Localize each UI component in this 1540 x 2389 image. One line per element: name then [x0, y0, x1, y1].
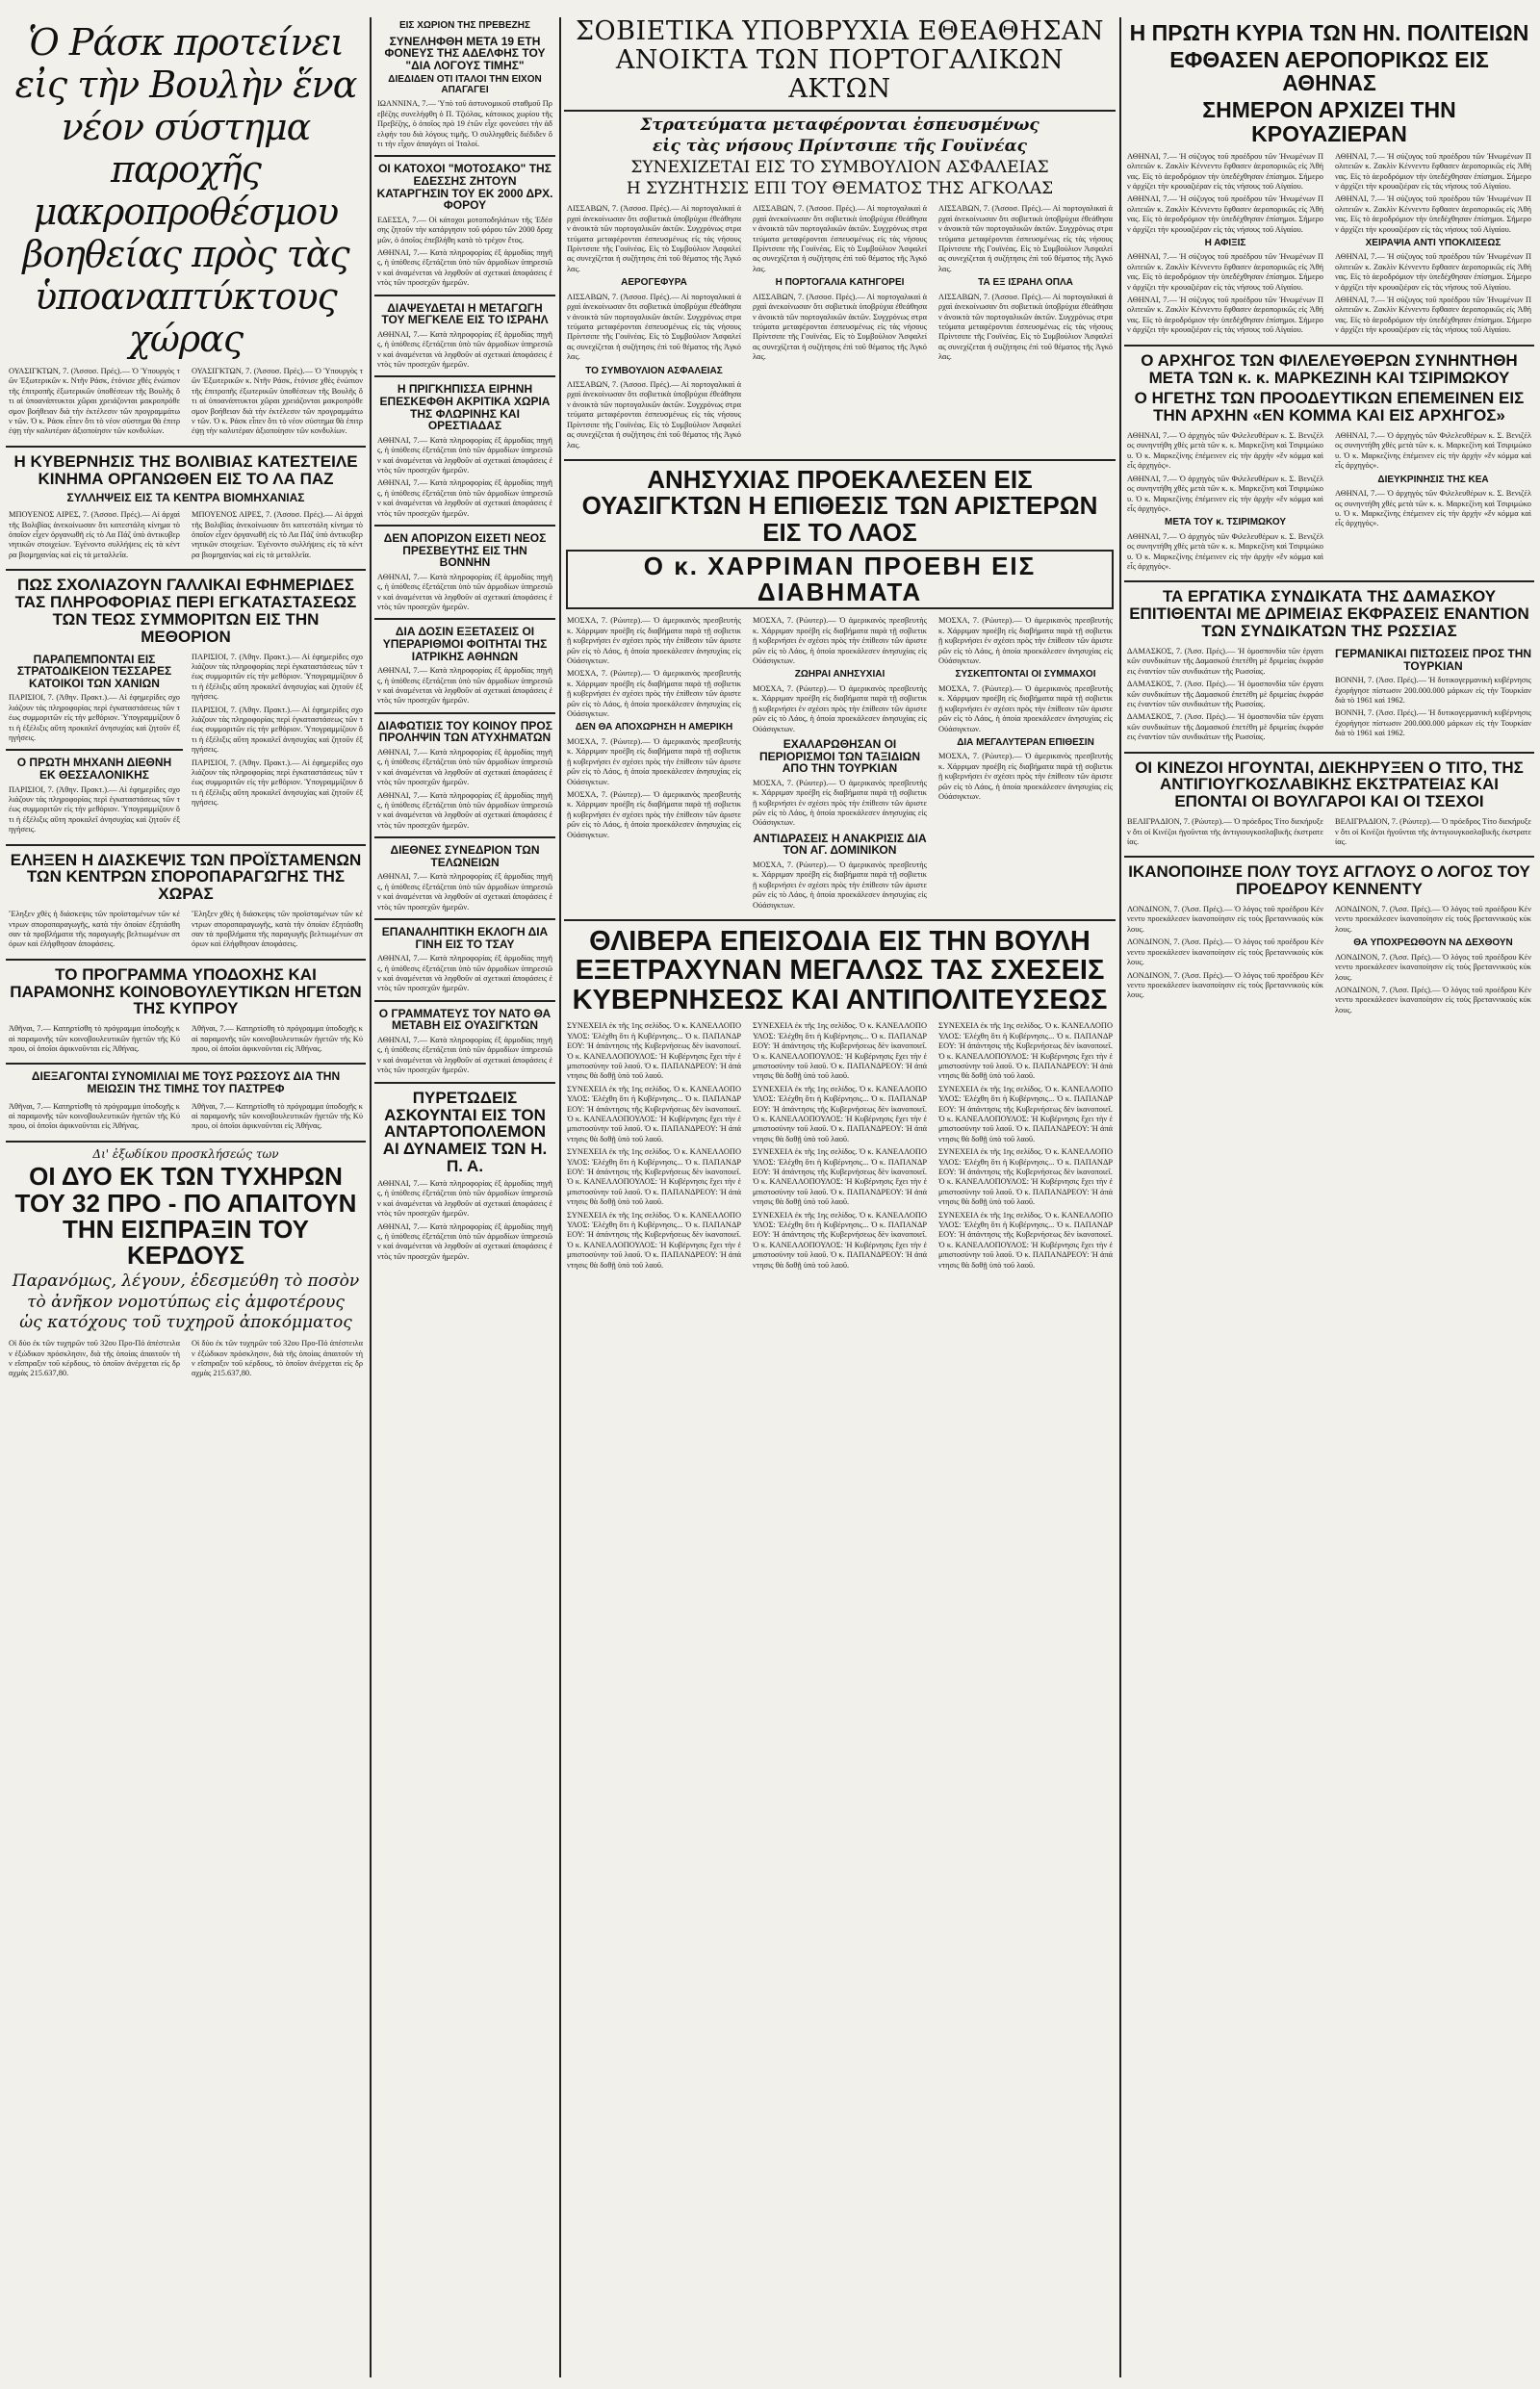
headline-first-lady: ΕΦΘΑΣΕΝ ΑΕΡΟΠΟΡΙΚΩΣ ΕΙΣ ΑΘΗΝΑΣ: [1169, 47, 1489, 96]
kicker-preveza: ΕΙΣ ΧΩΡΙΟΝ ΤΗΣ ΠΡΕΒΕΖΗΣ: [398, 20, 531, 31]
subheadline-bolivia: ΣΥΛΛΗΨΕΙΣ ΕΙΣ ΤΑ ΚΕΝΤΡΑ ΒΙΟΜΗΧΑΝΙΑΣ: [66, 490, 305, 504]
article-body: ΕΔΕΣΣΑ, 7.— Οἱ κάτοχοι μοτοποδηλάτων τῆς Ἐδέσσης ζητοῦν τὴν κατάργησιν τοῦ φόρου τῶν 2000 δραχμῶν, ὁ ὁποῖος ἐπεβλήθη κατὰ τὸ τρέχον ἔτος.: [377, 215, 552, 244]
banner-harriman: Ο κ. ΧΑΡΡΙΜΑΝ ΠΡΟΕΒΗ ΕΙΣ ΔΙΑΒΗΜΑΤΑ: [566, 550, 1114, 610]
article-body: ΛΟΝΔΙΝΟΝ, 7. (Ἀσσ. Πρές).— Ὁ λόγος τοῦ προέδρου Κέννεντυ προεκάλεσεν ἱκανοποίησιν εἰς τοὺς βρεταννικοὺς κύκλους.: [1335, 986, 1531, 1015]
article-body: ΛΙΣΣΑΒΩΝ, 7. (Ἀσσοσ. Πρές).— Αἱ πορτογαλικαὶ ἀρχαὶ ἀνεκοίνωσαν ὅτι σοβιετικὰ ὑποβρύχια ἐθεάθησαν ἀνοικτὰ τῶν πορτογαλικῶν ἀκτῶν. Συγχρόνως στρατεύματα μεταφέρονται ἐσπευσμένως εἰς τὰς νήσους Πρίντσιπε τῆς Γουϊνέας. Εἰς τὸ Συμβούλιον Ἀσφαλείας συνεχίζεται ἡ συζήτησις ἐπὶ τοῦ θέματος τῆς Ἀγκόλας.: [938, 204, 1113, 273]
section-label: ΤΑ ΕΞ ΙΣΡΑΗΛ ΟΠΛΑ: [978, 277, 1073, 289]
headline-credits: ΓΕΡΜΑΝΙΚΑΙ ΠΙΣΤΩΣΕΙΣ ΠΡΟΣ ΤΗΝ ΤΟΥΡΚΙΑΝ: [1334, 646, 1532, 673]
article-body: ΠΑΡΙΣΙΟΙ, 7. (Ἀθην. Πρακτ.).— Αἱ ἐφημερίδες σχολιάζουν τὰς πληροφορίας περὶ ἐγκαταστάσεως τῶν τέως συμμοριτῶν εἰς τὴν μεθόριον. Ὑπογραμμίζουν ὅτι ἡ ἐξέλιξις αὕτη προκαλεῖ ἀνησυχίας καὶ ζητοῦν ἐξηγήσεις.: [192, 758, 363, 808]
article-body: ΜΟΣΧΑ, 7. (Ρώυτερ).— Ὁ ἀμερικανὸς πρεσβευτὴς κ. Χάρριμαν προέβη εἰς διαβήματα παρὰ τῇ σοβιετικῇ κυβερνήσει ἐν σχέσει πρὸς τὴν ἐπίθεσιν τῶν ἀριστερῶν εἰς τὸ Λάος, ἡ ὁποία προεκάλεσεν ἀνησυχίας εἰς Οὐάσιγκτων.: [938, 616, 1113, 666]
section-label: Η ΑΦΙΞΙΣ: [1204, 237, 1246, 248]
section-label: ΣΥΣΚΕΠΤΟΝΤΑΙ ΟΙ ΣΥΜΜΑΧΟΙ: [955, 669, 1096, 681]
deck-lottery: ὡς κατόχους τοῦ τυχηροῦ ἀποκόμματος: [19, 1313, 352, 1333]
article-body: ΑΘΗΝΑΙ, 7.— Κατὰ πληροφορίας ἐξ ἁρμοδίας πηγῆς, ἡ ὑπόθεσις ἐξετάζεται ὑπὸ τῶν ἁρμοδίων ὑπηρεσιῶν καὶ ἀναμένεται νὰ ληφθοῦν αἱ σχετικαὶ ἀποφάσεις ἐντὸς τῶν προσεχῶν ἡμερῶν.: [377, 666, 552, 706]
article-body: ΜΟΣΧΑ, 7. (Ρώυτερ).— Ὁ ἀμερικανὸς πρεσβευτὴς κ. Χάρριμαν προέβη εἰς διαβήματα παρὰ τῇ σοβιετικῇ κυβερνήσει ἐν σχέσει πρὸς τὴν ἐπίθεσιν τῶν ἀριστερῶν εἰς τὸ Λάος, ἡ ὁποία προεκάλεσεν ἀνησυχίας εἰς Οὐάσιγκτων.: [753, 616, 927, 666]
article-body: ΜΠΟΥΕΝΟΣ ΑΙΡΕΣ, 7. (Ἀσσοσ. Πρές).— Αἱ ἀρχαὶ τῆς Βολιβίας ἀνεκοίνωσαν ὅτι κατεστάλη κίνημα τὸ ὁποῖον εἶχεν ὀργανωθῆ εἰς τὸ Λα Πάζ ὑπὸ ἀντικυβερνητικῶν στοιχείων. Ἐγένοντο συλλήψεις εἰς τὰ κέντρα βιομηχανίας καὶ εἰς τὰ μεταλλεῖα.: [9, 510, 180, 559]
article-body: ΑΘΗΝΑΙ, 7.— Κατὰ πληροφορίας ἐξ ἁρμοδίας πηγῆς, ἡ ὑπόθεσις ἐξετάζεται ὑπὸ τῶν ἁρμοδίων ὑπηρεσιῶν καὶ ἀναμένεται νὰ ληφθοῦν αἱ σχετικαὶ ἀποφάσεις ἐντὸς τῶν προσεχῶν ἡμερῶν.: [377, 435, 552, 475]
deck-troops: εἰς τὰς νήσους Πρίντσιπε τῆς Γουϊνέας: [652, 136, 1028, 156]
article-body: ΑΘΗΝΑΙ, 7.— Ὁ ἀρχηγὸς τῶν Φιλελευθέρων κ. Σ. Βενιζέλος συνηντήθη χθὲς μετὰ τῶν κ. κ. Μαρκεζίνη καὶ Τσιριμώκου. Ὁ κ. Μαρκεζίνης ἐπέμεινεν εἰς τὴν ἀρχὴν «ἓν κόμμα καὶ εἷς ἀρχηγός».: [1335, 489, 1531, 528]
headline-guerrilla: ΠΥΡΕΤΩΔΕΙΣ ΑΣΚΟΥΝΤΑΙ ΕΙΣ ΤΟΝ ΑΝΤΑΡΤΟΠΟΛΕΜΟΝ ΑΙ ΔΥΝΑΜΕΙΣ ΤΩΝ Η. Π. Α.: [382, 1088, 548, 1176]
headline-exams: ΔΙΑ ΔΟΣΙΝ ΕΞΕΤΑΣΕΙΣ ΟΙ ΥΠΕΡΑΡΙΘΜΟΙ ΦΟΙΤΗΤΑΙ ΤΗΣ ΙΑΤΡΙΚΗΣ ΑΘΗΝΩΝ: [382, 625, 548, 663]
section-label: ΑΕΡΟΓΕΦΥΡΑ: [621, 277, 687, 289]
article-body: ΛΙΣΣΑΒΩΝ, 7. (Ἀσσοσ. Πρές).— Αἱ πορτογαλικαὶ ἀρχαὶ ἀνεκοίνωσαν ὅτι σοβιετικὰ ὑποβρύχια ἐθεάθησαν ἀνοικτὰ τῶν πορτογαλικῶν ἀκτῶν. Συγχρόνως στρατεύματα μεταφέρονται ἐσπευσμένως εἰς τὰς νήσους Πρίντσιπε τῆς Γουϊνέας. Εἰς τὸ Συμβούλιον Ἀσφαλείας συνεχίζεται ἡ συζήτησις ἐπὶ τοῦ θέματος τῆς Ἀγκόλας.: [753, 204, 927, 273]
article-body: ΑΘΗΝΑΙ, 7.— Ἡ σύζυγος τοῦ προέδρου τῶν Ἡνωμένων Πολιτειῶν κ. Ζακλὶν Κέννεντυ ἔφθασεν ἀεροπορικῶς εἰς Ἀθήνας. Εἰς τὸ ἀεροδρόμιον τὴν ὑπεδέχθησαν ἐπίσημοι. Σήμερον ἀρχίζει τὴν κρουαζιέραν εἰς τὰς νήσους τοῦ Αἰγαίου.: [1335, 252, 1531, 292]
article-body: ΙΩΑΝΝΙΝΑ, 7.— Ὑπὸ τοῦ ἀστυνομικοῦ σταθμοῦ Πρεβέζης συνελήφθη ὁ Π. Τζιόλας, κάτοικος χωρίου τῆς Πρεβέζης, ὁ ὁποῖος πρὸ 19 ἐτῶν εἶχε φονεύσει τὴν ἀδελφήν του διὰ λόγους τιμῆς. Ὁ συλληφθεὶς διέδιδεν ὅτι τὴν εἶχον ἀπαγάγει οἱ Ἰταλοί.: [377, 99, 552, 148]
article-body: ΠΑΡΙΣΙΟΙ, 7. (Ἀθην. Πρακτ.).— Αἱ ἐφημερίδες σχολιάζουν τὰς πληροφορίας περὶ ἐγκαταστάσεως τῶν τέως συμμοριτῶν εἰς τὴν μεθόριον. Ὑπογραμμίζουν ὅτι ἡ ἐξέλιξις αὕτη προκαλεῖ ἀνησυχίας καὶ ζητοῦν ἐξηγήσεις.: [9, 784, 180, 835]
article-body: ΣΥΝΕΧΕΙΑ ἐκ τῆς 1ης σελίδος. Ὁ κ. ΚΑΝΕΛΛΟΠΟΥΛΟΣ: Ἐλέχθη ὅτι ἡ Κυβέρνησις... Ὁ κ. ΠΑΠΑΝΔΡΕΟΥ: Ἡ ἀπάντησις τῆς Κυβερνήσεως δὲν ἱκανοποιεῖ. Ὁ κ. ΚΑΝΕΛΛΟΠΟΥΛΟΣ: Ἡ Κυβέρνησις ἔχει τὴν ἐμπιστοσύνην τοῦ λαοῦ. Ὁ κ. ΠΑΠΑΝΔΡΕΟΥ: Ἡ ἀπάντησις θὰ δοθῇ ὑπὸ τοῦ λαοῦ.: [938, 1210, 1113, 1270]
article-body: ΑΘΗΝΑΙ, 7.— Κατὰ πληροφορίας ἐξ ἁρμοδίας πηγῆς, ἡ ὑπόθεσις ἐξετάζεται ὑπὸ τῶν ἁρμοδίων ὑπηρεσιῶν καὶ ἀναμένεται νὰ ληφθοῦν αἱ σχετικαὶ ἀποφάσεις ἐντὸς τῶν προσεχῶν ἡμερῶν.: [377, 1221, 552, 1261]
article-body: ΜΟΣΧΑ, 7. (Ρώυτερ).— Ὁ ἀμερικανὸς πρεσβευτὴς κ. Χάρριμαν προέβη εἰς διαβήματα παρὰ τῇ σοβιετικῇ κυβερνήσει ἐν σχέσει πρὸς τὴν ἐπίθεσιν τῶν ἀριστερῶν εἰς τὸ Λάος, ἡ ὁποία προεκάλεσεν ἀνησυχίας εἰς Οὐάσιγκτων.: [567, 789, 741, 839]
banner-parliament: ΘΛΙΒΕΡΑ ΕΠΕΙΣΟΔΙΑ ΕΙΣ ΤΗΝ ΒΟΥΛΗ ΕΞΕΤΡΑΧΥΝΑΝ ΜΕΓΑΛΩΣ ΤΑΣ ΣΧΕΣΕΙΣ ΚΥΒΕΡΝΗΣΕΩΣ ΚΑΙ ΑΝΤΙΠΟΛΙΤΕΥΣΕΩΣ: [572, 925, 1108, 1015]
article-body: ΑΘΗΝΑΙ, 7.— Κατὰ πληροφορίας ἐξ ἁρμοδίας πηγῆς, ἡ ὑπόθεσις ἐξετάζεται ὑπὸ τῶν ἁρμοδίων ὑπηρεσιῶν καὶ ἀναμένεται νὰ ληφθοῦν αἱ σχετικαὶ ἀποφάσεις ἐντὸς τῶν προσεχῶν ἡμερῶν.: [377, 1178, 552, 1219]
article-body: ΣΥΝΕΧΕΙΑ ἐκ τῆς 1ης σελίδος. Ὁ κ. ΚΑΝΕΛΛΟΠΟΥΛΟΣ: Ἐλέχθη ὅτι ἡ Κυβέρνησις... Ὁ κ. ΠΑΠΑΝΔΡΕΟΥ: Ἡ ἀπάντησις τῆς Κυβερνήσεως δὲν ἱκανοποιεῖ. Ὁ κ. ΚΑΝΕΛΛΟΠΟΥΛΟΣ: Ἡ Κυβέρνησις ἔχει τὴν ἐμπιστοσύνην τοῦ λαοῦ. Ὁ κ. ΠΑΠΑΝΔΡΕΟΥ: Ἡ ἀπάντησις θὰ δοθῇ ὑπὸ τοῦ λαοῦ.: [567, 1147, 741, 1207]
article-body: ΣΥΝΕΧΕΙΑ ἐκ τῆς 1ης σελίδος. Ὁ κ. ΚΑΝΕΛΛΟΠΟΥΛΟΣ: Ἐλέχθη ὅτι ἡ Κυβέρνησις... Ὁ κ. ΠΑΠΑΝΔΡΕΟΥ: Ἡ ἀπάντησις τῆς Κυβερνήσεως δὲν ἱκανοποιεῖ. Ὁ κ. ΚΑΝΕΛΛΟΠΟΥΛΟΣ: Ἡ Κυβέρνησις ἔχει τὴν ἐμπιστοσύνην τοῦ λαοῦ. Ὁ κ. ΠΑΠΑΝΔΡΕΟΥ: Ἡ ἀπάντησις θὰ δοθῇ ὑπὸ τοῦ λαοῦ.: [753, 1021, 927, 1081]
article-body: ΒΕΛΙΓΡΑΔΙΟΝ, 7. (Ρώυτερ).— Ὁ πρόεδρος Τίτο διεκήρυξεν ὅτι οἱ Κινέζοι ἡγοῦνται τῆς ἀντιγιουγκοσλαβικῆς ἐκστρατείας.: [1335, 817, 1532, 846]
banner-submarines: ΣΟΒΙΕΤΙΚΑ ΥΠΟΒΡΥΧΙΑ ΕΘΕΑΘΗΣΑΝ: [575, 17, 1105, 46]
article-body: ΑΘΗΝΑΙ, 7.— Κατὰ πληροφορίας ἐξ ἁρμοδίας πηγῆς, ἡ ὑπόθεσις ἐξετάζεται ὑπὸ τῶν ἁρμοδίων ὑπηρεσιῶν καὶ ἀναμένεται νὰ ληφθοῦν αἱ σχετικαὶ ἀποφάσεις ἐντὸς τῶν προσεχῶν ἡμερῶν.: [377, 247, 552, 288]
article-body: ΛΟΝΔΙΝΟΝ, 7. (Ἀσσ. Πρές).— Ὁ λόγος τοῦ προέδρου Κέννεντυ προεκάλεσεν ἱκανοποίησιν εἰς τοὺς βρεταννικοὺς κύκλους.: [1127, 938, 1323, 967]
article-rusk: [6, 364, 366, 440]
article-body: ΑΘΗΝΑΙ, 7.— Ἡ σύζυγος τοῦ προέδρου τῶν Ἡνωμένων Πολιτειῶν κ. Ζακλὶν Κέννεντυ ἔφθασεν ἀεροπορικῶς εἰς Ἀθήνας. Εἰς τὸ ἀεροδρόμιον τὴν ὑπεδέχθησαν ἐπίσημοι. Σήμερον ἀρχίζει τὴν κρουαζιέραν εἰς τὰς νήσους τοῦ Αἰγαίου.: [1127, 295, 1323, 335]
subheadline-council: ΣΥΝΕΧΙΖΕΤΑΙ ΕΙΣ ΤΟ ΣΥΜΒΟΥΛΙΟΝ ΑΣΦΑΛΕΙΑΣ: [630, 157, 1049, 177]
article-body: ΣΥΝΕΧΕΙΑ ἐκ τῆς 1ης σελίδος. Ὁ κ. ΚΑΝΕΛΛΟΠΟΥΛΟΣ: Ἐλέχθη ὅτι ἡ Κυβέρνησις... Ὁ κ. ΠΑΠΑΝΔΡΕΟΥ: Ἡ ἀπάντησις τῆς Κυβερνήσεως δὲν ἱκανοποιεῖ. Ὁ κ. ΚΑΝΕΛΛΟΠΟΥΛΟΣ: Ἡ Κυβέρνησις ἔχει τὴν ἐμπιστοσύνην τοῦ λαοῦ. Ὁ κ. ΠΑΠΑΝΔΡΕΟΥ: Ἡ ἀπάντησις θὰ δοθῇ ὑπὸ τοῦ λαοῦ.: [753, 1147, 927, 1207]
headline-turkey: ΕΧΑΛΑΡΩΘΗΣΑΝ ΟΙ ΠΕΡΙΟΡΙΣΜΟΙ ΤΩΝ ΤΑΞΙΔΙΩΝ ΑΠΟ ΤΗΝ ΤΟΥΡΚΙΑΝ: [758, 736, 921, 776]
column-left: [6, 17, 366, 2377]
article-body: ΛΙΣΣΑΒΩΝ, 7. (Ἀσσοσ. Πρές).— Αἱ πορτογαλικαὶ ἀρχαὶ ἀνεκοίνωσαν ὅτι σοβιετικὰ ὑποβρύχια ἐθεάθησαν ἀνοικτὰ τῶν πορτογαλικῶν ἀκτῶν. Συγχρόνως στρατεύματα μεταφέρονται ἐσπευσμένως εἰς τὰς νήσους Πρίντσιπε τῆς Γουϊνέας. Εἰς τὸ Συμβούλιον Ἀσφαλείας συνεχίζεται ἡ συζήτησις ἐπὶ τοῦ θέματος τῆς Ἀγκόλας.: [753, 292, 927, 362]
article-body: ΑΘΗΝΑΙ, 7.— Κατὰ πληροφορίας ἐξ ἁρμοδίας πηγῆς, ἡ ὑπόθεσις ἐξετάζεται ὑπὸ τῶν ἁρμοδίων ὑπηρεσιῶν καὶ ἀναμένεται νὰ ληφθοῦν αἱ σχετικαὶ ἀποφάσεις ἐντὸς τῶν προσεχῶν ἡμερῶν.: [377, 872, 552, 912]
article-body: ΣΥΝΕΧΕΙΑ ἐκ τῆς 1ης σελίδος. Ὁ κ. ΚΑΝΕΛΛΟΠΟΥΛΟΣ: Ἐλέχθη ὅτι ἡ Κυβέρνησις... Ὁ κ. ΠΑΠΑΝΔΡΕΟΥ: Ἡ ἀπάντησις τῆς Κυβερνήσεως δὲν ἱκανοποιεῖ. Ὁ κ. ΚΑΝΕΛΛΟΠΟΥΛΟΣ: Ἡ Κυβέρνησις ἔχει τὴν ἐμπιστοσύνην τοῦ λαοῦ. Ὁ κ. ΠΑΠΑΝΔΡΕΟΥ: Ἡ ἀπάντησις θὰ δοθῇ ὑπὸ τοῦ λαοῦ.: [753, 1084, 927, 1143]
article-body: Οἱ δύο ἐκ τῶν τυχηρῶν τοῦ 32ου Προ-Πό ἀπέστειλαν ἐξώδικον πρόσκλησιν, διὰ τῆς ὁποίας ἀπαιτοῦν τὴν εἴσπραξιν τοῦ κέρδους, τὸ ὁποῖον ἀνέρχεται εἰς δραχμὰς 215.637,80.: [192, 1339, 363, 1378]
article-body: ΑΘΗΝΑΙ, 7.— Κατὰ πληροφορίας ἐξ ἁρμοδίας πηγῆς, ἡ ὑπόθεσις ἐξετάζεται ὑπὸ τῶν ἁρμοδίων ὑπηρεσιῶν καὶ ἀναμένεται νὰ ληφθοῦν αἱ σχετικαὶ ἀποφάσεις ἐντὸς τῶν προσεχῶν ἡμερῶν.: [377, 478, 552, 518]
article-body: ΜΟΣΧΑ, 7. (Ρώυτερ).— Ὁ ἀμερικανὸς πρεσβευτὴς κ. Χάρριμαν προέβη εἰς διαβήματα παρὰ τῇ σοβιετικῇ κυβερνήσει ἐν σχέσει πρὸς τὴν ἐπίθεσιν τῶν ἀριστερῶν εἰς τὸ Λάος, ἡ ὁποία προεκάλεσεν ἀνησυχίας εἰς Οὐάσιγκτων.: [753, 683, 927, 733]
article-body: ΔΑΜΑΣΚΟΣ, 7. (Ἀσσ. Πρές).— Ἡ ὁμοσπονδία τῶν ἐργατικῶν συνδικάτων τῆς Δαμασκοῦ ἐπετέθη μὲ δριμείας ἐκφράσεις ἐναντίον τῶν συνδικάτων τῆς Ρωσσίας.: [1127, 712, 1323, 742]
deck-troops: Στρατεύματα μεταφέρονται ἐσπευσμένως: [640, 116, 1040, 135]
article-body: ΛΙΣΣΑΒΩΝ, 7. (Ἀσσοσ. Πρές).— Αἱ πορτογαλικαὶ ἀρχαὶ ἀνεκοίνωσαν ὅτι σοβιετικὰ ὑποβρύχια ἐθεάθησαν ἀνοικτὰ τῶν πορτογαλικῶν ἀκτῶν. Συγχρόνως στρατεύματα μεταφέρονται ἐσπευσμένως εἰς τὰς νήσους Πρίντσιπε τῆς Γουϊνέας. Εἰς τὸ Συμβούλιον Ἀσφαλείας συνεχίζεται ἡ συζήτησις ἐπὶ τοῦ θέματος τῆς Ἀγκόλας.: [567, 380, 741, 450]
article-body: ΑΘΗΝΑΙ, 7.— Ὁ ἀρχηγὸς τῶν Φιλελευθέρων κ. Σ. Βενιζέλος συνηντήθη χθὲς μετὰ τῶν κ. κ. Μαρκεζίνη καὶ Τσιριμώκου. Ὁ κ. Μαρκεζίνης ἐπέμεινεν εἰς τὴν ἀρχὴν «ἓν κόμμα καὶ εἷς ἀρχηγός».: [1127, 474, 1323, 513]
article-body: ΣΥΝΕΧΕΙΑ ἐκ τῆς 1ης σελίδος. Ὁ κ. ΚΑΝΕΛΛΟΠΟΥΛΟΣ: Ἐλέχθη ὅτι ἡ Κυβέρνησις... Ὁ κ. ΠΑΠΑΝΔΡΕΟΥ: Ἡ ἀπάντησις τῆς Κυβερνήσεως δὲν ἱκανοποιεῖ. Ὁ κ. ΚΑΝΕΛΛΟΠΟΥΛΟΣ: Ἡ Κυβέρνησις ἔχει τὴν ἐμπιστοσύνην τοῦ λαοῦ. Ὁ κ. ΠΑΠΑΝΔΡΕΟΥ: Ἡ ἀπάντησις θὰ δοθῇ ὑπὸ τοῦ λαοῦ.: [567, 1084, 741, 1143]
headline-russians: ΔΙΕΞΑΓΟΝΤΑΙ ΣΥΝΟΜΙΛΙΑΙ ΜΕ ΤΟΥΣ ΡΩΣΣΟΥΣ ΔΙΑ ΤΗΝ ΜΕΙΩΣΙΝ ΤΗΣ ΤΙΜΗΣ ΤΟΥ ΠΑΣΤΡΕΦ: [31, 1069, 341, 1096]
banner-submarines: ΑΝΟΙΚΤΑ ΤΩΝ ΠΟΡΤΟΓΑΛΙΚΩΝ ΑΚΤΩΝ: [615, 45, 1065, 104]
article-body: ΑΘΗΝΑΙ, 7.— Ἡ σύζυγος τοῦ προέδρου τῶν Ἡνωμένων Πολιτειῶν κ. Ζακλὶν Κέννεντυ ἔφθασεν ἀεροπορικῶς εἰς Ἀθήνας. Εἰς τὸ ἀεροδρόμιον τὴν ὑπεδέχθησαν ἐπίσημοι. Σήμερον ἀρχίζει τὴν κρουαζιέραν εἰς τὰς νήσους τοῦ Αἰγαίου.: [1335, 151, 1531, 191]
headline-kennedy: ΙΚΑΝΟΠΟΙΗΣΕ ΠΟΛΥ ΤΟΥΣ ΑΓΓΛΟΥΣ Ο ΛΟΓΟΣ ΤΟΥ ΠΡΟΕΔΡΟΥ ΚΕΝΝΕΝΤΥ: [1128, 862, 1530, 899]
headline-accidents: ΔΙΑΦΩΤΙΣΙΣ ΤΟΥ ΚΟΙΝΟΥ ΠΡΟΣ ΠΡΟΛΗΨΙΝ ΤΩΝ ΑΤΥΧΗΜΑΤΩΝ: [377, 718, 552, 745]
article-body: ΛΙΣΣΑΒΩΝ, 7. (Ἀσσοσ. Πρές).— Αἱ πορτογαλικαὶ ἀρχαὶ ἀνεκοίνωσαν ὅτι σοβιετικὰ ὑποβρύχια ἐθεάθησαν ἀνοικτὰ τῶν πορτογαλικῶν ἀκτῶν. Συγχρόνως στρατεύματα μεταφέρονται ἐσπευσμένως εἰς τὰς νήσους Πρίντσιπε τῆς Γουϊνέας. Εἰς τὸ Συμβούλιον Ἀσφαλείας συνεχίζεται ἡ συζήτησις ἐπὶ τοῦ θέματος τῆς Ἀγκόλας.: [567, 204, 741, 273]
article-body: ΑΘΗΝΑΙ, 7.— Κατὰ πληροφορίας ἐξ ἁρμοδίας πηγῆς, ἡ ὑπόθεσις ἐξετάζεται ὑπὸ τῶν ἁρμοδίων ὑπηρεσιῶν καὶ ἀναμένεται νὰ ληφθοῦν αἱ σχετικαὶ ἀποφάσεις ἐντὸς τῶν προσεχῶν ἡμερῶν.: [377, 572, 552, 611]
article-body: ΠΑΡΙΣΙΟΙ, 7. (Ἀθην. Πρακτ.).— Αἱ ἐφημερίδες σχολιάζουν τὰς πληροφορίας περὶ ἐγκαταστάσεως τῶν τέως συμμοριτῶν εἰς τὴν μεθόριον. Ὑπογραμμίζουν ὅτι ἡ ἐξέλιξις αὕτη προκαλεῖ ἀνησυχίας καὶ ζητοῦν ἐξηγήσεις.: [192, 652, 363, 702]
article-body: ΜΟΣΧΑ, 7. (Ρώυτερ).— Ὁ ἀμερικανὸς πρεσβευτὴς κ. Χάρριμαν προέβη εἰς διαβήματα παρὰ τῇ σοβιετικῇ κυβερνήσει ἐν σχέσει πρὸς τὴν ἐπίθεσιν τῶν ἀριστερῶν εἰς τὸ Λάος, ἡ ὁποία προεκάλεσεν ἀνησυχίας εἰς Οὐάσιγκτων.: [753, 778, 927, 828]
section-label: ΔΕΝ ΘΑ ΑΠΟΧΩΡΗΣΗ Η ΑΜΕΡΙΚΗ: [575, 722, 733, 733]
article-body: ΜΟΣΧΑ, 7. (Ρώυτερ).— Ὁ ἀμερικανὸς πρεσβευτὴς κ. Χάρριμαν προέβη εἰς διαβήματα παρὰ τῇ σοβιετικῇ κυβερνήσει ἐν σχέσει πρὸς τὴν ἐπίθεσιν τῶν ἀριστερῶν εἰς τὸ Λάος, ἡ ὁποία προεκάλεσεν ἀνησυχίας εἰς Οὐάσιγκτων.: [567, 669, 741, 719]
article-body: ΑΘΗΝΑΙ, 7.— Ἡ σύζυγος τοῦ προέδρου τῶν Ἡνωμένων Πολιτειῶν κ. Ζακλὶν Κέννεντυ ἔφθασεν ἀεροπορικῶς εἰς Ἀθήνας. Εἰς τὸ ἀεροδρόμιον τὴν ὑπεδέχθησαν ἐπίσημοι. Σήμερον ἀρχίζει τὴν κρουαζιέραν εἰς τὰς νήσους τοῦ Αἰγαίου.: [1335, 194, 1531, 234]
article-body: ΑΘΗΝΑΙ, 7.— Κατὰ πληροφορίας ἐξ ἁρμοδίας πηγῆς, ἡ ὑπόθεσις ἐξετάζεται ὑπὸ τῶν ἁρμοδίων ὑπηρεσιῶν καὶ ἀναμένεται νὰ ληφθοῦν αἱ σχετικαὶ ἀποφάσεις ἐντὸς τῶν προσεχῶν ἡμερῶν.: [377, 329, 552, 369]
headline-dominican: ΑΝΤΙΔΡΑΣΕΙΣ Η ΑΝΑΚΡΙΣΙΣ ΔΙΑ ΤΟΝ ΑΓ. ΔΟΜΙΝΙΚΟΝ: [753, 831, 927, 858]
article-body: ΒΟΝΝΗ, 7. (Ἀσσ. Πρές).— Ἡ δυτικογερμανικὴ κυβέρνησις ἐχορήγησε πίστωσιν 200.000.000 μάρκων εἰς τὴν Τουρκίαν διὰ τὸ 1961 καὶ 1962.: [1335, 676, 1531, 705]
article-body: ΛΟΝΔΙΝΟΝ, 7. (Ἀσσ. Πρές).— Ὁ λόγος τοῦ προέδρου Κέννεντυ προεκάλεσεν ἱκανοποίησιν εἰς τοὺς βρεταννικοὺς κύκλους.: [1127, 905, 1323, 934]
article-body: ΛΙΣΣΑΒΩΝ, 7. (Ἀσσοσ. Πρές).— Αἱ πορτογαλικαὶ ἀρχαὶ ἀνεκοίνωσαν ὅτι σοβιετικὰ ὑποβρύχια ἐθεάθησαν ἀνοικτὰ τῶν πορτογαλικῶν ἀκτῶν. Συγχρόνως στρατεύματα μεταφέρονται ἐσπευσμένως εἰς τὰς νήσους Πρίντσιπε τῆς Γουϊνέας. Εἰς τὸ Συμβούλιον Ἀσφαλείας συνεχίζεται ἡ συζήτησις ἐπὶ τοῦ θέματος τῆς Ἀγκόλας.: [938, 292, 1113, 362]
article-body: ΑΘΗΝΑΙ, 7.— Ὁ ἀρχηγὸς τῶν Φιλελευθέρων κ. Σ. Βενιζέλος συνηντήθη χθὲς μετὰ τῶν κ. κ. Μαρκεζίνη καὶ Τσιριμώκου. Ὁ κ. Μαρκεζίνης ἐπέμεινεν εἰς τὴν ἀρχὴν «ἓν κόμμα καὶ εἷς ἀρχηγός».: [1335, 431, 1531, 471]
headline-progressives: Ο ΗΓΕΤΗΣ ΤΩΝ ΠΡΟΟΔΕΥΤΙΚΩΝ ΕΠΕΜΕΙΝΕΝ ΕΙΣ ΤΗΝ ΑΡΧΗΝ «ΕΝ ΚΟΜΜΑ ΚΑΙ ΕΙΣ ΑΡΧΗΓΟΣ»: [1134, 389, 1525, 425]
article-body: ΛΟΝΔΙΝΟΝ, 7. (Ἀσσ. Πρές).— Ὁ λόγος τοῦ προέδρου Κέννεντυ προεκάλεσεν ἱκανοποίησιν εἰς τοὺς βρεταννικοὺς κύκλους.: [1335, 952, 1531, 982]
deck-lottery: τὸ ἀνῆκον νομοτύπως εἰς ἀμφοτέρους: [27, 1292, 345, 1312]
article-body: ΠΑΡΙΣΙΟΙ, 7. (Ἀθην. Πρακτ.).— Αἱ ἐφημερίδες σχολιάζουν τὰς πληροφορίας περὶ ἐγκαταστάσεως τῶν τέως συμμοριτῶν εἰς τὴν μεθόριον. Ὑπογραμμίζουν ὅτι ἡ ἐξέλιξις αὕτη προκαλεῖ ἀνησυχίας καὶ ζητοῦν ἐξηγήσεις.: [192, 705, 363, 755]
section-label: ΤΟ ΣΥΜΒΟΥΛΙΟΝ ΑΣΦΑΛΕΙΑΣ: [585, 365, 723, 376]
article-body: ΟΥΑΣΙΓΚΤΩΝ, 7. (Ἀσσοσ. Πρές).— Ὁ Ὑπουργὸς τῶν Ἐξωτερικῶν κ. Ντῆν Ράσκ, ἐτόνισε χθὲς ἐνώπιον τῆς ἐπιτροπῆς ἐξωτερικῶν ὑποθέσεων τῆς Βουλῆς ὅτι αἱ ὑποανάπτυκτοι χῶραι χρειάζονται μακροπρόθεσμον βοήθειαν διὰ τὴν ἐκτέλεσιν τῶν προγραμμάτων τῶν. Ὁ κ. Ράσκ εἶπεν ὅτι τὸ νέον σύστημα θὰ ἐπιτρέψῃ τὴν καλυτέραν ἀξιοποίησιν τῶν κονδυλίων.: [192, 367, 363, 436]
article-body: ΜΟΣΧΑ, 7. (Ρώυτερ).— Ὁ ἀμερικανὸς πρεσβευτὴς κ. Χάρριμαν προέβη εἰς διαβήματα παρὰ τῇ σοβιετικῇ κυβερνήσει ἐν σχέσει πρὸς τὴν ἐπίθεσιν τῶν ἀριστερῶν εἰς τὸ Λάος, ἡ ὁποία προεκάλεσεν ἀνησυχίας εἰς Οὐάσιγκτων.: [938, 683, 1113, 733]
column-center: [564, 17, 1116, 2377]
article-body: ΑΘΗΝΑΙ, 7.— Ἡ σύζυγος τοῦ προέδρου τῶν Ἡνωμένων Πολιτειῶν κ. Ζακλὶν Κέννεντυ ἔφθασεν ἀεροπορικῶς εἰς Ἀθήνας. Εἰς τὸ ἀεροδρόμιον τὴν ὑπεδέχθησαν ἐπίσημοι. Σήμερον ἀρχίζει τὴν κρουαζιέραν εἰς τὰς νήσους τοῦ Αἰγαίου.: [1335, 295, 1531, 335]
article-body: ΜΟΣΧΑ, 7. (Ρώυτερ).— Ὁ ἀμερικανὸς πρεσβευτὴς κ. Χάρριμαν προέβη εἰς διαβήματα παρὰ τῇ σοβιετικῇ κυβερνήσει ἐν σχέσει πρὸς τὴν ἐπίθεσιν τῶν ἀριστερῶν εἰς τὸ Λάος, ἡ ὁποία προεκάλεσεν ἀνησυχίας εἰς Οὐάσιγκτων.: [567, 736, 741, 786]
article-body: ΑΘΗΝΑΙ, 7.— Ἡ σύζυγος τοῦ προέδρου τῶν Ἡνωμένων Πολιτειῶν κ. Ζακλὶν Κέννεντυ ἔφθασεν ἀεροπορικῶς εἰς Ἀθήνας. Εἰς τὸ ἀεροδρόμιον τὴν ὑπεδέχθησαν ἐπίσημοι. Σήμερον ἀρχίζει τὴν κρουαζιέραν εἰς τὰς νήσους τοῦ Αἰγαίου.: [1127, 151, 1323, 191]
article-body: ΣΥΝΕΧΕΙΑ ἐκ τῆς 1ης σελίδος. Ὁ κ. ΚΑΝΕΛΛΟΠΟΥΛΟΣ: Ἐλέχθη ὅτι ἡ Κυβέρνησις... Ὁ κ. ΠΑΠΑΝΔΡΕΟΥ: Ἡ ἀπάντησις τῆς Κυβερνήσεως δὲν ἱκανοποιεῖ. Ὁ κ. ΚΑΝΕΛΛΟΠΟΥΛΟΣ: Ἡ Κυβέρνησις ἔχει τὴν ἐμπιστοσύνην τοῦ λαοῦ. Ὁ κ. ΠΑΠΑΝΔΡΕΟΥ: Ἡ ἀπάντησις θὰ δοθῇ ὑπὸ τοῦ λαοῦ.: [938, 1084, 1113, 1143]
article-body: Ἔληξεν χθὲς ἡ διάσκεψις τῶν προϊσταμένων τῶν κέντρων σποροπαραγωγῆς, κατὰ τὴν ὁποίαν ἐξητάσθησαν τὰ προβλήματα τῆς παραγωγῆς βελτιωμένων σπόρων καὶ ἐλήφθησαν ἀποφάσεις.: [9, 910, 180, 949]
column-right: [1124, 17, 1534, 2377]
section-label: ΘΑ ΥΠΟΧΡΕΩΘΟΥΝ ΝΑ ΔΕΧΘΟΥΝ: [1353, 938, 1513, 949]
article-body: ΣΥΝΕΧΕΙΑ ἐκ τῆς 1ης σελίδος. Ὁ κ. ΚΑΝΕΛΛΟΠΟΥΛΟΣ: Ἐλέχθη ὅτι ἡ Κυβέρνησις... Ὁ κ. ΠΑΠΑΝΔΡΕΟΥ: Ἡ ἀπάντησις τῆς Κυβερνήσεως δὲν ἱκανοποιεῖ. Ὁ κ. ΚΑΝΕΛΛΟΠΟΥΛΟΣ: Ἡ Κυβέρνησις ἔχει τὴν ἐμπιστοσύνην τοῦ λαοῦ. Ὁ κ. ΠΑΠΑΝΔΡΕΟΥ: Ἡ ἀπάντησις θὰ δοθῇ ὑπὸ τοῦ λαοῦ.: [567, 1021, 741, 1081]
section-label: ΜΕΤΑ ΤΟΥ κ. ΤΣΙΡΙΜΩΚΟΥ: [1165, 517, 1286, 528]
headline-nato: Ο ΓΡΑΜΜΑΤΕΥΣ ΤΟΥ ΝΑΤΟ ΘΑ ΜΕΤΑΒΗ ΕΙΣ ΟΥΑΣΙΓΚΤΩΝ: [378, 1006, 552, 1033]
headline-conference: ΕΛΗΞΕΝ Η ΔΙΑΣΚΕΨΙΣ ΤΩΝ ΠΡΟΪΣΤΑΜΕΝΩΝ ΤΩΝ ΚΕΝΤΡΩΝ ΣΠΟΡΟΠΑΡΑΓΩΓΗΣ ΤΗΣ ΧΩΡΑΣ: [10, 850, 362, 904]
article-body: ΒΟΝΝΗ, 7. (Ἀσσ. Πρές).— Ἡ δυτικογερμανικὴ κυβέρνησις ἐχορήγησε πίστωσιν 200.000.000 μάρκων εἰς τὴν Τουρκίαν διὰ τὸ 1961 καὶ 1962.: [1335, 708, 1531, 738]
article-body: ΛΟΝΔΙΝΟΝ, 7. (Ἀσσ. Πρές).— Ὁ λόγος τοῦ προέδρου Κέννεντυ προεκάλεσεν ἱκανοποίησιν εἰς τοὺς βρεταννικοὺς κύκλους.: [1335, 905, 1531, 934]
kicker-lottery: Δι' ἐξωδίκου προσκλήσεώς των: [92, 1146, 279, 1161]
article-body: ΑΘΗΝΑΙ, 7.— Ὁ ἀρχηγὸς τῶν Φιλελευθέρων κ. Σ. Βενιζέλος συνηντήθη χθὲς μετὰ τῶν κ. κ. Μαρκεζίνη καὶ Τσιριμώκου. Ὁ κ. Μαρκεζίνης ἐπέμεινεν εἰς τὴν ἀρχὴν «ἓν κόμμα καὶ εἷς ἀρχηγός».: [1127, 531, 1323, 572]
article-body: ΛΙΣΣΑΒΩΝ, 7. (Ἀσσοσ. Πρές).— Αἱ πορτογαλικαὶ ἀρχαὶ ἀνεκοίνωσαν ὅτι σοβιετικὰ ὑποβρύχια ἐθεάθησαν ἀνοικτὰ τῶν πορτογαλικῶν ἀκτῶν. Συγχρόνως στρατεύματα μεταφέρονται ἐσπευσμένως εἰς τὰς νήσους Πρίντσιπε τῆς Γουϊνέας. Εἰς τὸ Συμβούλιον Ἀσφαλείας συνεχίζεται ἡ συζήτησις ἐπὶ τοῦ θέματος τῆς Ἀγκόλας.: [567, 292, 741, 362]
article-body: Ἀθῆναι, 7.— Κατηρτίσθη τὸ πρόγραμμα ὑποδοχῆς καὶ παραμονῆς τῶν κοινοβουλευτικῶν ἡγετῶν τῆς Κύπρου, οἱ ὁποῖοι ἀφικνοῦνται εἰς Ἀθήνας.: [192, 1101, 363, 1131]
headline-megele: ΔΙΑΨΕΥΔΕΤΑΙ Η ΜΕΤΑΓΩΓΗ ΤΟΥ ΜΕΓΚΕΛΕ ΕΙΣ ΤΟ ΙΣΡΑΗΛ: [381, 300, 549, 327]
article-body: Οἱ δύο ἐκ τῶν τυχηρῶν τοῦ 32ου Προ-Πό ἀπέστειλαν ἐξώδικον πρόσκλησιν, διὰ τῆς ὁποίας ἀπαιτοῦν τὴν εἴσπραξιν τοῦ κέρδους, τὸ ὁποῖον ἀνέρχεται εἰς δραχμὰς 215.637,80.: [9, 1339, 180, 1378]
headline-first-lady: Η ΠΡΩΤΗ ΚΥΡΙΑ ΤΩΝ ΗΝ. ΠΟΛΙΤΕΙΩΝ: [1129, 20, 1529, 45]
headline-customs: ΔΙΕΘΝΕΣ ΣΥΝΕΔΡΙΟΝ ΤΩΝ ΤΕΛΩΝΕΙΩΝ: [390, 843, 540, 869]
subheadline-angola: Η ΣΥΖΗΤΗΣΙΣ ΕΠΙ ΤΟΥ ΘΕΜΑΤΟΣ ΤΗΣ ΑΓΚΟΛΑΣ: [626, 178, 1054, 198]
article-body: ΜΟΣΧΑ, 7. (Ρώυτερ).— Ὁ ἀμερικανὸς πρεσβευτὴς κ. Χάρριμαν προέβη εἰς διαβήματα παρὰ τῇ σοβιετικῇ κυβερνήσει ἐν σχέσει πρὸς τὴν ἐπίθεσιν τῶν ἀριστερῶν εἰς τὸ Λάος, ἡ ὁποία προεκάλεσεν ἀνησυχίας εἰς Οὐάσιγκτων.: [753, 860, 927, 910]
article-body: Ἀθῆναι, 7.— Κατηρτίσθη τὸ πρόγραμμα ὑποδοχῆς καὶ παραμονῆς τῶν κοινοβουλευτικῶν ἡγετῶν τῆς Κύπρου, οἱ ὁποῖοι ἀφικνοῦνται εἰς Ἀθήνας.: [9, 1024, 180, 1054]
headline-cyprus: ΤΟ ΠΡΟΓΡΑΜΜΑ ΥΠΟΔΟΧΗΣ ΚΑΙ ΠΑΡΑΜΟΝΗΣ ΚΟΙΝΟΒΟΥΛΕΥΤΙΚΩΝ ΗΓΕΤΩΝ ΤΗΣ ΚΥΠΡΟΥ: [10, 964, 362, 1018]
article-body: ΑΘΗΝΑΙ, 7.— Κατὰ πληροφορίας ἐξ ἁρμοδίας πηγῆς, ἡ ὑπόθεσις ἐξετάζεται ὑπὸ τῶν ἁρμοδίων ὑπηρεσιῶν καὶ ἀναμένεται νὰ ληφθοῦν αἱ σχετικαὶ ἀποφάσεις ἐντὸς τῶν προσεχῶν ἡμερῶν.: [377, 954, 552, 993]
article-body: Ἀθῆναι, 7.— Κατηρτίσθη τὸ πρόγραμμα ὑποδοχῆς καὶ παραμονῆς τῶν κοινοβουλευτικῶν ἡγετῶν τῆς Κύπρου, οἱ ὁποῖοι ἀφικνοῦνται εἰς Ἀθήνας.: [192, 1024, 363, 1054]
article-body: ΑΘΗΝΑΙ, 7.— Κατὰ πληροφορίας ἐξ ἁρμοδίας πηγῆς, ἡ ὑπόθεσις ἐξετάζεται ὑπὸ τῶν ἁρμοδίων ὑπηρεσιῶν καὶ ἀναμένεται νὰ ληφθοῦν αἱ σχετικαὶ ἀποφάσεις ἐντὸς τῶν προσεχῶν ἡμερῶν.: [377, 747, 552, 787]
deck-lottery: Παρανόμως, λέγουν, ἐδεσμεύθη τὸ ποσὸν: [12, 1271, 360, 1291]
column-rule: [370, 17, 372, 2377]
section-label: ΖΩΗΡΑΙ ΑΝΗΣΥΧΙΑΙ: [794, 669, 886, 681]
headline-preveza: ΣΥΝΕΛΗΦΘΗ ΜΕΤΑ 19 ΕΤΗ ΦΟΝΕΥΣ ΤΗΣ ΑΔΕΛΦΗΣ ΤΟΥ "ΔΙΑ ΛΟΓΟΥΣ ΤΙΜΗΣ": [384, 34, 546, 72]
article-body: Ἔληξεν χθὲς ἡ διάσκεψις τῶν προϊσταμένων τῶν κέντρων σποροπαραγωγῆς, κατὰ τὴν ὁποίαν ἐξητάσθησαν τὰ προβλήματα τῆς παραγωγῆς βελτιωμένων σπόρων καὶ ἐλήφθησαν ἀποφάσεις.: [192, 910, 363, 949]
article-body: ΑΘΗΝΑΙ, 7.— Κατὰ πληροφορίας ἐξ ἁρμοδίας πηγῆς, ἡ ὑπόθεσις ἐξετάζεται ὑπὸ τῶν ἁρμοδίων ὑπηρεσιῶν καὶ ἀναμένεται νὰ ληφθοῦν αἱ σχετικαὶ ἀποφάσεις ἐντὸς τῶν προσεχῶν ἡμερῶν.: [377, 790, 552, 830]
article-body: ΜΟΣΧΑ, 7. (Ρώυτερ).— Ὁ ἀμερικανὸς πρεσβευτὴς κ. Χάρριμαν προέβη εἰς διαβήματα παρὰ τῇ σοβιετικῇ κυβερνήσει ἐν σχέσει πρὸς τὴν ἐπίθεσιν τῶν ἀριστερῶν εἰς τὸ Λάος, ἡ ὁποία προεκάλεσεν ἀνησυχίας εἰς Οὐάσιγκτων.: [567, 616, 741, 666]
headline-motosako: ΟΙ ΚΑΤΟΧΟΙ "ΜΟΤΟΣΑΚΟ" ΤΗΣ ΕΔΕΣΣΗΣ ΖΗΤΟΥΝ ΚΑΤΑΡΓΗΣΙΝ ΤΟΥ ΕΚ 2000 ΔΡΧ. ΦΟΡΟΥ: [376, 162, 553, 213]
headline-bonn: ΔΕΝ ΑΠΟΡΙΖΟΝ ΕΙΣΕΤΙ ΝΕΟΣ ΠΡΕΣΒΕΥΤΗΣ ΕΙΣ ΤΗΝ ΒΟΝΝΗΝ: [383, 530, 547, 570]
article-body: ΑΘΗΝΑΙ, 7.— Ἡ σύζυγος τοῦ προέδρου τῶν Ἡνωμένων Πολιτειῶν κ. Ζακλὶν Κέννεντυ ἔφθασεν ἀεροπορικῶς εἰς Ἀθήνας. Εἰς τὸ ἀεροδρόμιον τὴν ὑπεδέχθησαν ἐπίσημοι. Σήμερον ἀρχίζει τὴν κρουαζιέραν εἰς τὰς νήσους τοῦ Αἰγαίου.: [1127, 252, 1323, 292]
article-body: ΑΘΗΝΑΙ, 7.— Κατὰ πληροφορίας ἐξ ἁρμοδίας πηγῆς, ἡ ὑπόθεσις ἐξετάζεται ὑπὸ τῶν ἁρμοδίων ὑπηρεσιῶν καὶ ἀναμένεται νὰ ληφθοῦν αἱ σχετικαὶ ἀποφάσεις ἐντὸς τῶν προσεχῶν ἡμερῶν.: [377, 1036, 552, 1075]
subheadline-preveza: ΔΙΕΔΙΔΕΝ ΟΤΙ ΙΤΑΛΟΙ ΤΗΝ ΕΙΧΟΝ ΑΠΑΓΑΓΕΙ: [388, 74, 542, 95]
headline-chania: ΠΑΡΑΠΕΜΠΟΝΤΑΙ ΕΙΣ ΣΤΡΑΤΟΔΙΚΕΙΟΝ ΤΕΣΣΑΡΕΣ ΚΑΤΟΙΚΟΙ ΤΩΝ ΧΑΝΙΩΝ: [16, 652, 172, 690]
headline-election: ΕΠΑΝΑΛΗΠΤΙΚΗ ΕΚΛΟΓΗ ΔΙΑ ΓΙΝΗ ΕΙΣ ΤΟ ΤΣΑΥ: [381, 925, 549, 951]
section-label: Η ΠΟΡΤΟΓΑΛΙΑ ΚΑΤΗΓΟΡΕΙ: [775, 277, 905, 289]
article-body: ΔΑΜΑΣΚΟΣ, 7. (Ἀσσ. Πρές).— Ἡ ὁμοσπονδία τῶν ἐργατικῶν συνδικάτων τῆς Δαμασκοῦ ἐπετέθη μὲ δριμείας ἐκφράσεις ἐναντίον τῶν συνδικάτων τῆς Ρωσσίας.: [1127, 680, 1323, 709]
article-body: ΣΥΝΕΧΕΙΑ ἐκ τῆς 1ης σελίδος. Ὁ κ. ΚΑΝΕΛΛΟΠΟΥΛΟΣ: Ἐλέχθη ὅτι ἡ Κυβέρνησις... Ὁ κ. ΠΑΠΑΝΔΡΕΟΥ: Ἡ ἀπάντησις τῆς Κυβερνήσεως δὲν ἱκανοποιεῖ. Ὁ κ. ΚΑΝΕΛΛΟΠΟΥΛΟΣ: Ἡ Κυβέρνησις ἔχει τὴν ἐμπιστοσύνην τοῦ λαοῦ. Ὁ κ. ΠΑΠΑΝΔΡΕΟΥ: Ἡ ἀπάντησις θὰ δοθῇ ὑπὸ τοῦ λαοῦ.: [938, 1147, 1113, 1207]
article-body: ΣΥΝΕΧΕΙΑ ἐκ τῆς 1ης σελίδος. Ὁ κ. ΚΑΝΕΛΛΟΠΟΥΛΟΣ: Ἐλέχθη ὅτι ἡ Κυβέρνησις... Ὁ κ. ΠΑΠΑΝΔΡΕΟΥ: Ἡ ἀπάντησις τῆς Κυβερνήσεως δὲν ἱκανοποιεῖ. Ὁ κ. ΚΑΝΕΛΛΟΠΟΥΛΟΣ: Ἡ Κυβέρνησις ἔχει τὴν ἐμπιστοσύνην τοῦ λαοῦ. Ὁ κ. ΠΑΠΑΝΔΡΕΟΥ: Ἡ ἀπάντησις θὰ δοθῇ ὑπὸ τοῦ λαοῦ.: [567, 1210, 741, 1270]
headline-tito: ΟΙ ΚΙΝΕΖΟΙ ΗΓΟΥΝΤΑΙ, ΔΙΕΚΗΡΥΞΕΝ Ο ΤΙΤΟ, ΤΗΣ ΑΝΤΙΓΙΟΥΓΚΟΣΛΑΒΙΚΗΣ ΕΚΣΤΡΑΤΕΙΑΣ ΚΑΙ ΕΠΟΝΤΑΙ ΟΙ ΒΟΥΛΓΑΡΟΙ ΚΑΙ ΟΙ ΤΣΕΧΟΙ: [1135, 758, 1524, 811]
headline-french: ΠΩΣ ΣΧΟΛΙΑΖΟΥΝ ΓΑΛΛΙΚΑΙ ΕΦΗΜΕΡΙΔΕΣ ΤΑΣ ΠΛΗΡΟΦΟΡΙΑΣ ΠΕΡΙ ΕΓΚΑΤΑΣΤΑΣΕΩΣ ΤΩΝ ΤΕΩΣ ΣΥΜΜΟΡΙΤΩΝ ΕΙΣ ΤΗΝ ΜΕΘΟΡΙΟΝ: [14, 576, 357, 646]
article-body: ΜΠΟΥΕΝΟΣ ΑΙΡΕΣ, 7. (Ἀσσοσ. Πρές).— Αἱ ἀρχαὶ τῆς Βολιβίας ἀνεκοίνωσαν ὅτι κατεστάλη κίνημα τὸ ὁποῖον εἶχεν ὀργανωθῆ εἰς τὸ Λα Πάζ ὑπὸ ἀντικυβερνητικῶν στοιχείων. Ἐγένοντο συλλήψεις εἰς τὰ κέντρα βιομηχανίας καὶ εἰς τὰ μεταλλεῖα.: [192, 510, 363, 559]
section-label: ΧΕΙΡΑΨΙΑ ΑΝΤΙ ΥΠΟΚΛΙΣΕΩΣ: [1365, 237, 1502, 248]
column-rule: [1119, 17, 1121, 2377]
article-body: ΜΟΣΧΑ, 7. (Ρώυτερ).— Ὁ ἀμερικανὸς πρεσβευτὴς κ. Χάρριμαν προέβη εἰς διαβήματα παρὰ τῇ σοβιετικῇ κυβερνήσει ἐν σχέσει πρὸς τὴν ἐπίθεσιν τῶν ἀριστερῶν εἰς τὸ Λάος, ἡ ὁποία προεκάλεσεν ἀνησυχίας εἰς Οὐάσιγκτων.: [938, 752, 1113, 802]
article-body: ΠΑΡΙΣΙΟΙ, 7. (Ἀθην. Πρακτ.).— Αἱ ἐφημερίδες σχολιάζουν τὰς πληροφορίας περὶ ἐγκαταστάσεως τῶν τέως συμμοριτῶν εἰς τὴν μεθόριον. Ὑπογραμμίζουν ὅτι ἡ ἐξέλιξις αὕτη προκαλεῖ ἀνησυχίας καὶ ζητοῦν ἐξηγήσεις.: [9, 693, 180, 742]
headline-lottery: ΟΙ ΔΥΟ ΕΚ ΤΩΝ ΤΥΧΗΡΩΝ ΤΟΥ 32 ΠΡΟ - ΠΟ ΑΠΑΙΤΟΥΝ ΤΗΝ ΕΙΣΠΡΑΞΙΝ ΤΟΥ ΚΕΡΔΟΥΣ: [14, 1162, 357, 1271]
article-body: ΔΑΜΑΣΚΟΣ, 7. (Ἀσσ. Πρές).— Ἡ ὁμοσπονδία τῶν ἐργατικῶν συνδικάτων τῆς Δαμασκοῦ ἐπετέθη μὲ δριμείας ἐκφράσεις ἐναντίον τῶν συνδικάτων τῆς Ρωσσίας.: [1127, 646, 1323, 676]
article-body: ΣΥΝΕΧΕΙΑ ἐκ τῆς 1ης σελίδος. Ὁ κ. ΚΑΝΕΛΛΟΠΟΥΛΟΣ: Ἐλέχθη ὅτι ἡ Κυβέρνησις... Ὁ κ. ΠΑΠΑΝΔΡΕΟΥ: Ἡ ἀπάντησις τῆς Κυβερνήσεως δὲν ἱκανοποιεῖ. Ὁ κ. ΚΑΝΕΛΛΟΠΟΥΛΟΣ: Ἡ Κυβέρνησις ἔχει τὴν ἐμπιστοσύνην τοῦ λαοῦ. Ὁ κ. ΠΑΠΑΝΔΡΕΟΥ: Ἡ ἀπάντησις θὰ δοθῇ ὑπὸ τοῦ λαοῦ.: [753, 1210, 927, 1270]
headline-damascus: ΤΑ ΕΡΓΑΤΙΚΑ ΣΥΝΔΙΚΑΤΑ ΤΗΣ ΔΑΜΑΣΚΟΥ ΕΠΙΤΙΘΕΝΤΑΙ ΜΕ ΔΡΙΜΕΙΑΣ ΕΚΦΡΑΣΕΙΣ ΕΝΑΝΤΙΟΝ ΤΩΝ ΣΥΝΔΙΚΑΤΩΝ ΤΗΣ ΡΩΣΣΙΑΣ: [1129, 587, 1529, 641]
headline-rusk: Ὁ Ράσκ προτείνει εἰς τὴν Βουλὴν ἕνα νέον σύστημα παροχῆς μακροπροθέσμου βοηθείας πρὸς τὰς ὑποαναπτύκτους χώρας: [14, 21, 357, 360]
section-label: ΔΙΑ ΜΕΓΑΛΥΤΕΡΑΝ ΕΠΙΘΕΣΙΝ: [957, 736, 1094, 748]
column-second: [374, 17, 555, 2377]
headline-liberals: Ο ΑΡΧΗΓΟΣ ΤΩΝ ΦΙΛΕΛΕΥΘΕΡΩΝ ΣΥΝΗΝΤΗΘΗ ΜΕΤΑ ΤΩΝ κ. κ. ΜΑΡΚΕΖΙΝΗ ΚΑΙ ΤΣΙΡΙΜΩΚΟΥ: [1141, 350, 1518, 387]
article-body: ΟΥΑΣΙΓΚΤΩΝ, 7. (Ἀσσοσ. Πρές).— Ὁ Ὑπουργὸς τῶν Ἐξωτερικῶν κ. Ντῆν Ράσκ, ἐτόνισε χθὲς ἐνώπιον τῆς ἐπιτροπῆς ἐξωτερικῶν ὑποθέσεων τῆς Βουλῆς ὅτι αἱ ὑποανάπτυκτοι χῶραι χρειάζονται μακροπρόθεσμον βοήθειαν διὰ τὴν ἐκτέλεσιν τῶν προγραμμάτων τῶν. Ὁ κ. Ράσκ εἶπεν ὅτι τὸ νέον σύστημα θὰ ἐπιτρέψῃ τὴν καλυτέραν ἀξιοποίησιν τῶν κονδυλίων.: [9, 367, 180, 436]
column-rule: [559, 17, 561, 2377]
section-label: ΔΙΕΥΚΡΙΝΗΣΙΣ ΤΗΣ ΚΕΑ: [1377, 474, 1489, 485]
article-body: ΣΥΝΕΧΕΙΑ ἐκ τῆς 1ης σελίδος. Ὁ κ. ΚΑΝΕΛΛΟΠΟΥΛΟΣ: Ἐλέχθη ὅτι ἡ Κυβέρνησις... Ὁ κ. ΠΑΠΑΝΔΡΕΟΥ: Ἡ ἀπάντησις τῆς Κυβερνήσεως δὲν ἱκανοποιεῖ. Ὁ κ. ΚΑΝΕΛΛΟΠΟΥΛΟΣ: Ἡ Κυβέρνησις ἔχει τὴν ἐμπιστοσύνην τοῦ λαοῦ. Ὁ κ. ΠΑΠΑΝΔΡΕΟΥ: Ἡ ἀπάντησις θὰ δοθῇ ὑπὸ τοῦ λαοῦ.: [938, 1021, 1113, 1081]
headline-machine: Ο ΠΡΩΤΗ ΜΗΧΑΝΗ ΔΙΕΘΝΗ ΕΚ ΘΕΣΣΑΛΟΝΙΚΗΣ: [16, 756, 172, 782]
article-body: ΒΕΛΙΓΡΑΔΙΟΝ, 7. (Ρώυτερ).— Ὁ πρόεδρος Τίτο διεκήρυξεν ὅτι οἱ Κινέζοι ἡγοῦνται τῆς ἀντιγιουγκοσλαβικῆς ἐκστρατείας.: [1127, 817, 1324, 846]
headline-princess: Η ΠΡΙΓΚΗΠΙΣΣΑ ΕΙΡΗΝΗ ΕΠΕΣΚΕΦΘΗ ΑΚΡΙΤΙΚΑ ΧΩΡΙΑ ΤΗΣ ΦΛΩΡΙΝΗΣ ΚΑΙ ΟΡΕΣΤΙΑΔΑΣ: [379, 382, 551, 433]
article-body: ΛΟΝΔΙΝΟΝ, 7. (Ἀσσ. Πρές).— Ὁ λόγος τοῦ προέδρου Κέννεντυ προεκάλεσεν ἱκανοποίησιν εἰς τοὺς βρεταννικοὺς κύκλους.: [1127, 970, 1323, 1000]
banner-laos: ΑΝΗΣΥΧΙΑΣ ΠΡΟΕΚΑΛΕΣΕΝ ΕΙΣ ΟΥΑΣΙΓΚΤΩΝ Η ΕΠΙΘΕΣΙΣ ΤΩΝ ΑΡΙΣΤΕΡΩΝ ΕΙΣ ΤΟ ΛΑΟΣ: [581, 464, 1098, 547]
article-body: ΑΘΗΝΑΙ, 7.— Ἡ σύζυγος τοῦ προέδρου τῶν Ἡνωμένων Πολιτειῶν κ. Ζακλὶν Κέννεντυ ἔφθασεν ἀεροπορικῶς εἰς Ἀθήνας. Εἰς τὸ ἀεροδρόμιον τὴν ὑπεδέχθησαν ἐπίσημοι. Σήμερον ἀρχίζει τὴν κρουαζιέραν εἰς τὰς νήσους τοῦ Αἰγαίου.: [1127, 194, 1323, 234]
headline-bolivia: Η ΚΥΒΕΡΝΗΣΙΣ ΤΗΣ ΒΟΛΙΒΙΑΣ ΚΑΤΕΣΤΕΙΛΕ ΚΙΝΗΜΑ ΟΡΓΑΝΩΘΕΝ ΕΙΣ ΤΟ ΛΑ ΠΑΖ: [13, 451, 358, 488]
article-body: ΑΘΗΝΑΙ, 7.— Ὁ ἀρχηγὸς τῶν Φιλελευθέρων κ. Σ. Βενιζέλος συνηντήθη χθὲς μετὰ τῶν κ. κ. Μαρκεζίνη καὶ Τσιριμώκου. Ὁ κ. Μαρκεζίνης ἐπέμεινεν εἰς τὴν ἀρχὴν «ἓν κόμμα καὶ εἷς ἀρχηγός».: [1127, 431, 1323, 471]
headline-first-lady: ΣΗΜΕΡΟΝ ΑΡΧΙΖΕΙ ΤΗΝ ΚΡΟΥΑΖΙΕΡΑΝ: [1202, 97, 1456, 146]
article-body: Ἀθῆναι, 7.— Κατηρτίσθη τὸ πρόγραμμα ὑποδοχῆς καὶ παραμονῆς τῶν κοινοβουλευτικῶν ἡγετῶν τῆς Κύπρου, οἱ ὁποῖοι ἀφικνοῦνται εἰς Ἀθήνας.: [9, 1101, 180, 1131]
